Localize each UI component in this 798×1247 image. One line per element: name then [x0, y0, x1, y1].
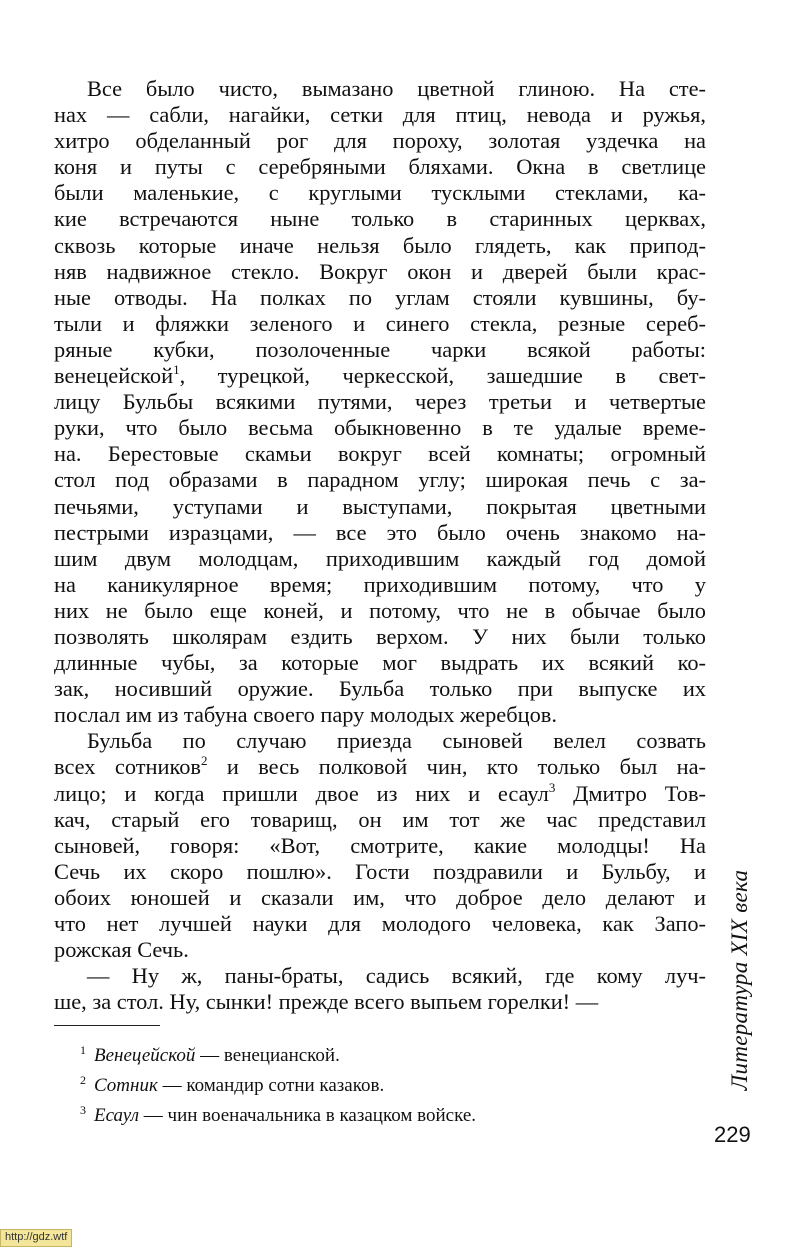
text-line: на каникулярное время; приходившим потому, что у — [54, 571, 706, 597]
footnote-marker: 2 — [200, 753, 208, 769]
text-line: Сечь их скоро пошлю». Гости поздравили и Бульбу, и — [54, 858, 706, 884]
footnote-item — [80, 1038, 680, 1068]
text-line: обоих юношей и сказали им, что доброе дело делают и — [54, 884, 706, 910]
text-line: стол под образами в парадном углу; широкая печь с за- — [54, 467, 706, 493]
text-line: ные отводы. На полках по углам стояли кувшины, бу- — [54, 284, 706, 310]
footnote-divider — [54, 1025, 160, 1026]
text-line: длинные чубы, за которые мог выдрать их всякий ко- — [54, 650, 706, 676]
main-text — [54, 76, 706, 1015]
paragraph-2 — [54, 728, 706, 963]
text-line: кие встречаются ныне только в старинных церквах, — [54, 206, 706, 232]
text-line: нах — сабли, нагайки, сетки для птиц, невода и ружья, — [54, 102, 706, 128]
text-line: что нет лучшей науки для молодого человека, как Запо- — [54, 911, 706, 936]
text-line: на. Берестовые скамьи вокруг всей комнаты; огромный — [54, 441, 706, 467]
text-line: ше, за стол. Ну, сынки! прежде всего выпьем горелки! — — [54, 989, 599, 1015]
text-line: Все было чисто, вымазано цветной глиною. На сте- — [87, 76, 706, 101]
text-line: шим двум молодцам, приходившим каждый год домой — [54, 545, 706, 571]
text-line — [54, 363, 706, 389]
text-line: зак, носивший оружие. Бульба только при выпуске их — [54, 676, 706, 702]
text-line: печьями, уступами и выступами, покрытая цветными — [54, 493, 706, 519]
paragraph-3 — [54, 963, 706, 1015]
page-number: 229 — [714, 1122, 751, 1147]
text-line: коня и путы с серебряными бляхами. Окна в светлице — [54, 154, 706, 180]
text-line: хитро обделанный рог для пороху, золотая уздечка на — [54, 128, 706, 154]
text-line: сыновей, говоря: «Вот, смотрите, какие молодцы! На — [54, 832, 706, 858]
line-segment: , турецкой, черкесской, зашедшие в свет- — [179, 363, 706, 389]
text-line: ряные кубки, позолоченные чарки всякой работы: — [54, 336, 706, 362]
text-line — [54, 781, 706, 807]
footnote-item — [80, 1068, 680, 1098]
line-segment: лицо; и когда пришли двое из них и есаул — [54, 780, 549, 806]
text-line: кач, старый его товарищ, он им тот же час представил — [54, 806, 706, 832]
side-title-text: Литература XIX века — [727, 869, 752, 1091]
footnote-marker: 3 — [548, 779, 556, 795]
footnote-item — [80, 1098, 680, 1128]
footnote-definition: — командир сотни казаков. — [157, 1075, 385, 1096]
line-segment: всех сотников — [54, 754, 201, 780]
footnote-term: Есаул — [94, 1105, 140, 1126]
footnote-number: 3 — [80, 1103, 86, 1117]
text-line: позволять школярам ездить верхом. У них были только — [54, 623, 706, 649]
text-line: них не было еще коней, и потому, что не в обычае было — [54, 597, 706, 623]
text-line: няв надвижное стекло. Вокруг окон и дверей были крас- — [54, 258, 706, 284]
footnote-term: Сотник — [94, 1075, 158, 1096]
line-segment: венецейской — [54, 363, 174, 389]
text-line: тыли и фляжки зеленого и синего стекла, резные сереб- — [54, 310, 706, 336]
text-line: Бульба по случаю приезда сыновей велел созвать — [87, 728, 706, 754]
footnote-marker: 1 — [173, 362, 180, 378]
footnotes — [80, 1038, 680, 1128]
text-line: рожская Сечь. — [54, 937, 189, 963]
paragraph-1 — [54, 76, 706, 728]
line-segment: Дмитро Тов- — [555, 780, 706, 806]
text-line: пестрыми изразцами, — все это было очень знакомо на- — [54, 519, 706, 545]
footnote-term: Венецейской — [94, 1045, 196, 1066]
text-line: были маленькие, с круглыми тусклыми стеклами, ка- — [54, 180, 706, 206]
text-line: сквозь которые иначе нельзя было глядеть, как припод- — [54, 232, 706, 258]
footnote-number: 1 — [80, 1043, 86, 1057]
text-line: лицу Бульбы всякими путями, через третьи и четвертые — [54, 389, 706, 415]
text-line: руки, что было весьма обыкновенно в те удалые време- — [54, 415, 706, 441]
text-line: — Ну ж, паны-браты, садись всякий, где кому луч- — [87, 963, 706, 989]
text-line — [54, 754, 706, 780]
footnote-definition: — чин военачальника в казацком войске. — [139, 1105, 477, 1126]
watermark-link[interactable]: http://gdz.wtf — [0, 1229, 72, 1247]
footnote-number: 2 — [80, 1073, 86, 1087]
footnote-definition: — венецианской. — [195, 1045, 340, 1066]
line-segment: и весь полковой чин, кто только был на- — [207, 754, 707, 780]
text-line: послал им из табуна своего пару молодых жеребцов. — [54, 702, 557, 728]
side-running-title — [720, 855, 760, 1105]
